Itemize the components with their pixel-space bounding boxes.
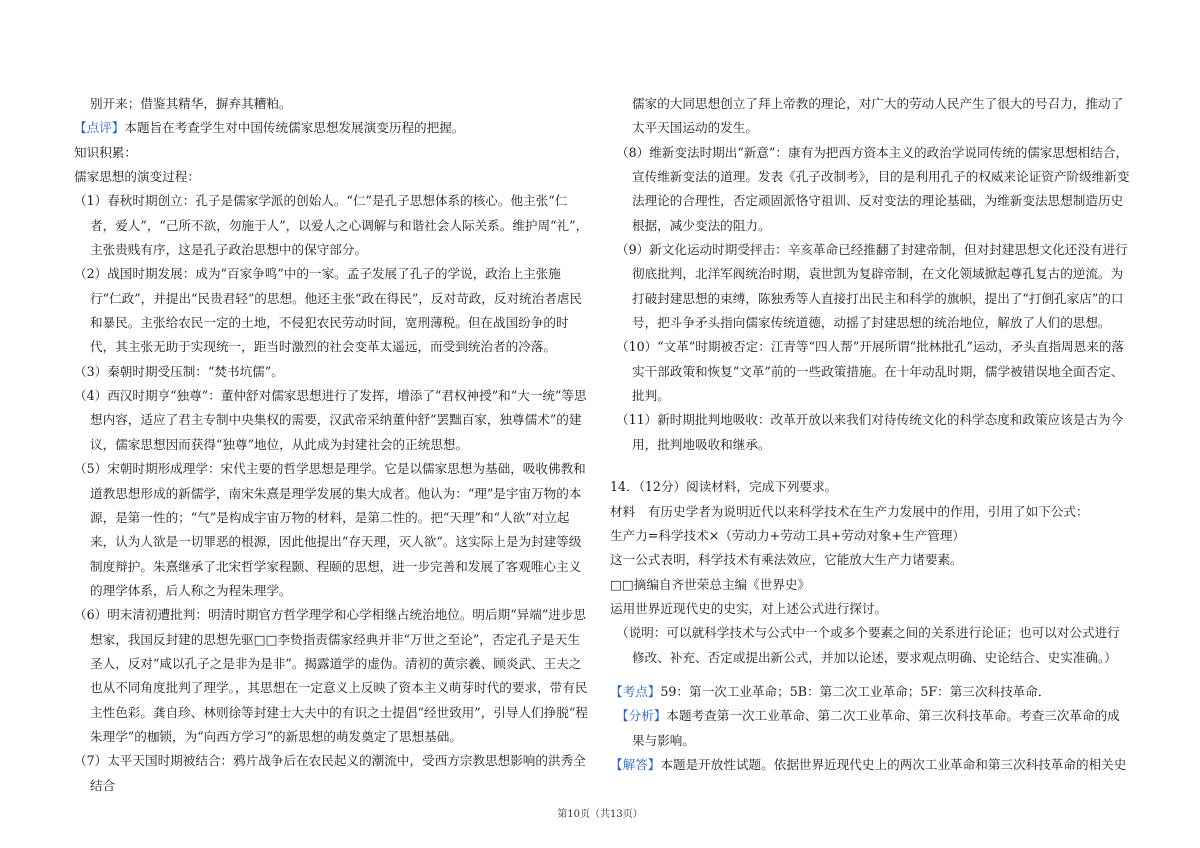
answer-text: 本题是开放性试题。依据世界近现代史上的两次工业革命和第三次科技革命的相关史 [660, 756, 1127, 772]
comment-tag: 【点评】 [74, 120, 125, 136]
comment-text: 本题旨在考查学生对中国传统儒家思想发展演变历程的把握。 [124, 120, 465, 136]
list-item: （4）西汉时期亨“独尊”：董仲舒对儒家思想进行了发挥，增添了“君权神授”和“大一统”等思想内容，适应了君主专制中央集权的需要，汉武帝采纳董仲舒“罢黜百家，独尊儒术”的建议，儒家思想因而获得“独尊”地位，从此成为封建社会的正统思想。 [74, 388, 587, 452]
exam-point-text: 59：第一次工业革命；5B：第二次工业革命；5F：第三次科技革命． [660, 683, 1051, 699]
page-number: 第10页（共13页） [557, 809, 643, 820]
task-text: 运用世界近现代史的史实，对上述公式进行探讨。 [610, 600, 888, 616]
exam-point-tag: 【考点】 [610, 683, 661, 699]
list-item: （8）维新变法时期出“新意”：康有为把西方资本主义的政治学说同传统的儒家思想相结合，宣传维新变法的道理。发表《孔子改制考》，目的是利用孔子的权威来论证资产阶级维新变法理论的合理性，否定顽固派恪守祖训、反对变法的理论基础，为维新变法思想制造历史根据，减少变法的阻力。 [616, 144, 1130, 233]
spacer [610, 670, 1130, 680]
list-item: （3）秦朝时期受压制：“焚书坑儒”。 [74, 363, 284, 379]
list-item-continued: 儒家的大同思想创立了拜上帝教的理论，对广大的劳动人民产生了很大的号召力，推动了太平天国运动的发生。 [632, 96, 1124, 136]
list-item: （5）宋朝时期形成理学：宋代主要的哲学思想是理学。它是以儒家思想为基础，吸收佛教和道教思想形成的新儒学，南宋朱熹是理学发展的集大成者。他认为：“理”是宇宙万物的本源，是第一性的；“气”是构成宇宙万物的材料，是第二性的。把“天理”和“人欲”对立起来，认为人欲是一切罪恶的根源，因此他提出“存天理，灭人欲”。这实际上是为封建等级制度辩护。朱熹继承了北宋哲学家程颢、程颐的思想，进一步完善和发展了客观唯心主义的理学体系，后人称之为程朱理学。 [74, 461, 586, 598]
analysis-text: 本题考查第一次工业革命、第二次工业革命、第三次科技革命。考查三次革命的成果与影响。 [632, 708, 1120, 748]
list-item: （6）明末清初遭批判：明清时期官方哲学理学和心学相继占统治地位。明后期“异端”进步思想家，我国反封建的思想先驱□□李贽指责儒家经典并非“万世之至论”，否定孔子是天生圣人，反对“咸以孔子之是非为是非”。揭露道学的虚伪。清初的黄宗羲、顾炎武、王夫之也从不同角度批判了理学。，其思想在一定意义上反映了资本主义萌芽时代的要求，带有民主性色彩。龚自珍、林则徐等封建士大夫中的有识之士提倡“经世致用”，引导人们挣脱“程朱理学”的枷锁，为“向西方学习”的新思想的萌发奠定了思想基础。 [74, 607, 588, 744]
subheading: 儒家思想的演变过程： [74, 169, 200, 185]
comment-paragraph [74, 116, 592, 140]
list-item: （10）“文革”时期被否定：江青等“四人帮”开展所谓“批林批孔”运动，矛头直指周恩来的落实干部政策和恢复“文革”前的一些政策措施。在十年动乱时期，儒学被错误地全面否定、批判。 [616, 339, 1125, 404]
analysis [610, 704, 1130, 753]
right-column [610, 92, 1130, 777]
answer-tag: 【解答】 [610, 756, 661, 772]
list-item: （11）新时期批判地吸收：改革开放以来我们对待传统文化的科学态度和政策应该是古为今用，批判地吸收和继承。 [616, 412, 1124, 452]
paragraph: 别开来；借鉴其精华，摒弃其糟粕。 [90, 96, 292, 111]
left-column [74, 92, 592, 798]
formula: 生产力=科学技术×（劳动力+劳动工具+劳动对象+生产管理） [610, 527, 966, 543]
note-text: （说明：可以就科学技术与公式中一个或多个要素之间的关系进行论证；也可以对公式进行修改、补充、否定或提出新公式，并加以论述，要求观点明确、史论结合、史实准确。） [616, 625, 1120, 665]
list-item: （9）新文化运动时期受抨击：辛亥革命已经推翻了封建帝制，但对封建思想文化还没有进行彻底批判，北洋军阀统治时期，袁世凯为复辟帝制，在文化领域掀起尊孔复古的逆流。为打破封建思想的束缚，陈独秀等人直接打出民主和科学的旗帜，提出了“打倒孔家店”的口号，把斗争矛头指向儒家传统道德，动摇了封建思想的统治地位，解放了人们的思想。 [616, 242, 1128, 331]
knowledge-heading: 知识积累： [74, 144, 137, 160]
spacer [610, 457, 1130, 475]
question-title: 14．（12分）阅读材料，完成下列要求。 [610, 479, 838, 495]
answer [610, 753, 1130, 777]
analysis-tag: 【分析】 [616, 708, 667, 724]
material-text: 材料 有历史学者为说明近代以来科学技术在生产力发展中的作用，引用了如下公式： [610, 503, 1089, 519]
list-item: （7）太平天国时期被结合：鸦片战争后在农民起义的潮流中，受西方宗教思想影响的洪秀全结合 [74, 753, 586, 793]
formula-effect: 这一公式表明，科学技术有乘法效应，它能放大生产力诸要素。 [610, 552, 963, 568]
exam-point [610, 680, 1130, 704]
source-citation: □□摘编自齐世荣总主编《世界史》 [610, 576, 811, 592]
list-item: （2）战国时期发展：成为“百家争鸣”中的一家。孟子发展了孔子的学说，政治上主张施行“仁政”，并提出“民贵君轻”的思想。他还主张“政在得民”，反对苛政，反对统治者虐民和暴民。主张给农民一定的土地，不侵犯农民劳动时间，宽刑薄税。但在战国纷争的时代，其主张无助于实现统一，距当时激烈的社会变革太遥远，而受到统治者的冷落。 [74, 266, 583, 355]
list-item: （1）春秋时期创立：孔子是儒家学派的创始人。“仁”是孔子思想体系的核心。他主张“仁者，爱人”，“己所不欲，勿施于人”，以爱人之心调解与和谐社会人际关系。维护周“礼”，主张贵贱有序，这是孔子政治思想中的保守部分。 [74, 193, 589, 258]
